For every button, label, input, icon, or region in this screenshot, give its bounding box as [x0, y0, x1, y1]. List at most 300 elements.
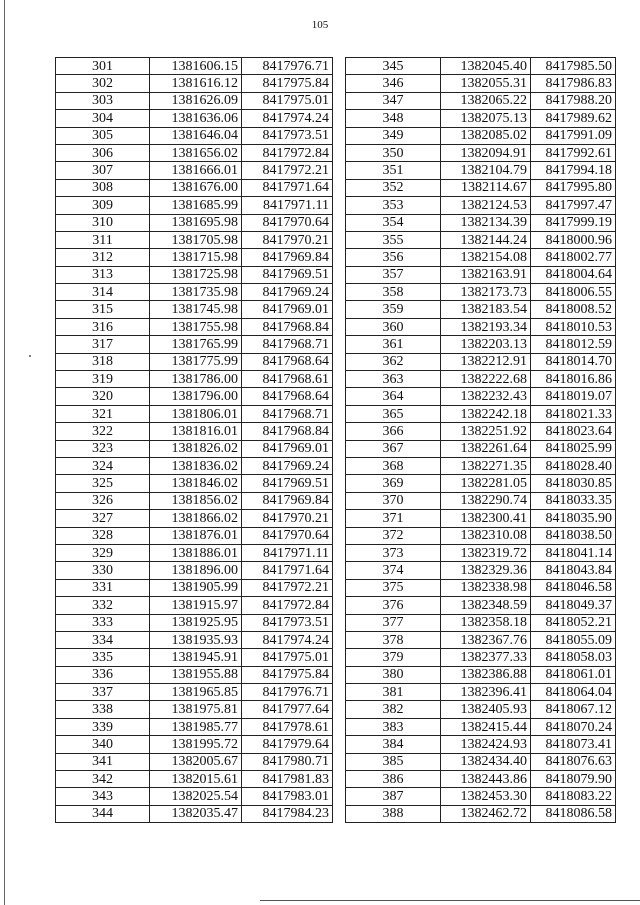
- x-coordinate-cell: 1381846.02: [150, 475, 242, 492]
- x-coordinate-cell: 1382367.76: [441, 631, 531, 648]
- point-number-cell: 386: [346, 771, 441, 788]
- y-coordinate-cell: 8418028.40: [531, 457, 616, 474]
- y-coordinate-cell: 8418012.59: [531, 336, 616, 353]
- table-row: [56, 179, 333, 196]
- table-row: [56, 266, 333, 283]
- y-coordinate-cell: 8417968.71: [242, 336, 333, 353]
- coordinates-table-left-body: [56, 58, 333, 823]
- coordinates-table-left: [55, 57, 333, 823]
- y-coordinate-cell: 8417969.24: [242, 284, 333, 301]
- y-coordinate-cell: 8417969.24: [242, 457, 333, 474]
- point-number-cell: 340: [56, 736, 150, 753]
- point-number-cell: 370: [346, 492, 441, 509]
- table-row: [56, 736, 333, 753]
- point-number-cell: 318: [56, 353, 150, 370]
- x-coordinate-cell: 1381646.04: [150, 127, 242, 144]
- y-coordinate-cell: 8417972.84: [242, 144, 333, 161]
- y-coordinate-cell: 8417985.50: [531, 58, 616, 75]
- point-number-cell: 311: [56, 231, 150, 248]
- table-row: [346, 179, 616, 196]
- x-coordinate-cell: 1381745.98: [150, 301, 242, 318]
- coordinates-table-right-body: [346, 58, 616, 823]
- point-number-cell: 373: [346, 544, 441, 561]
- x-coordinate-cell: 1382453.30: [441, 788, 531, 805]
- point-number-cell: 314: [56, 284, 150, 301]
- point-number-cell: 345: [346, 58, 441, 75]
- y-coordinate-cell: 8417969.01: [242, 301, 333, 318]
- table-row: [346, 684, 616, 701]
- x-coordinate-cell: 1382348.59: [441, 597, 531, 614]
- x-coordinate-cell: 1382338.98: [441, 579, 531, 596]
- y-coordinate-cell: 8417972.21: [242, 579, 333, 596]
- point-number-cell: 335: [56, 649, 150, 666]
- point-number-cell: 381: [346, 684, 441, 701]
- table-row: [346, 701, 616, 718]
- point-number-cell: 347: [346, 92, 441, 109]
- x-coordinate-cell: 1381626.09: [150, 92, 242, 109]
- margin-speck: [29, 355, 31, 357]
- x-coordinate-cell: 1381886.01: [150, 544, 242, 561]
- y-coordinate-cell: 8417994.18: [531, 162, 616, 179]
- x-coordinate-cell: 1382055.31: [441, 75, 531, 92]
- y-coordinate-cell: 8417971.11: [242, 197, 333, 214]
- x-coordinate-cell: 1382183.54: [441, 301, 531, 318]
- table-row: [56, 353, 333, 370]
- x-coordinate-cell: 1381975.81: [150, 701, 242, 718]
- x-coordinate-cell: 1381606.15: [150, 58, 242, 75]
- point-number-cell: 383: [346, 718, 441, 735]
- x-coordinate-cell: 1382065.22: [441, 92, 531, 109]
- page-number: 105: [311, 19, 329, 31]
- point-number-cell: 316: [56, 318, 150, 335]
- y-coordinate-cell: 8418055.09: [531, 631, 616, 648]
- x-coordinate-cell: 1382300.41: [441, 510, 531, 527]
- point-number-cell: 379: [346, 649, 441, 666]
- y-coordinate-cell: 8417986.83: [531, 75, 616, 92]
- point-number-cell: 348: [346, 110, 441, 127]
- table-row: [346, 249, 616, 266]
- y-coordinate-cell: 8418010.53: [531, 318, 616, 335]
- table-row: [56, 423, 333, 440]
- y-coordinate-cell: 8418076.63: [531, 753, 616, 770]
- table-row: [346, 266, 616, 283]
- point-number-cell: 302: [56, 75, 150, 92]
- x-coordinate-cell: 1381656.02: [150, 144, 242, 161]
- table-row: [56, 110, 333, 127]
- x-coordinate-cell: 1381695.98: [150, 214, 242, 231]
- point-number-cell: 307: [56, 162, 150, 179]
- x-coordinate-cell: 1382232.43: [441, 388, 531, 405]
- y-coordinate-cell: 8418021.33: [531, 405, 616, 422]
- y-coordinate-cell: 8417999.19: [531, 214, 616, 231]
- point-number-cell: 350: [346, 144, 441, 161]
- y-coordinate-cell: 8417974.24: [242, 110, 333, 127]
- point-number-cell: 365: [346, 405, 441, 422]
- table-row: [346, 805, 616, 822]
- point-number-cell: 353: [346, 197, 441, 214]
- point-number-cell: 346: [346, 75, 441, 92]
- x-coordinate-cell: 1382386.88: [441, 666, 531, 683]
- y-coordinate-cell: 8417968.84: [242, 318, 333, 335]
- point-number-cell: 357: [346, 266, 441, 283]
- table-row: [56, 544, 333, 561]
- table-row: [346, 631, 616, 648]
- y-coordinate-cell: 8417983.01: [242, 788, 333, 805]
- point-number-cell: 361: [346, 336, 441, 353]
- table-row: [56, 527, 333, 544]
- y-coordinate-cell: 8417969.84: [242, 492, 333, 509]
- x-coordinate-cell: 1381616.12: [150, 75, 242, 92]
- x-coordinate-cell: 1382085.02: [441, 127, 531, 144]
- point-number-cell: 367: [346, 440, 441, 457]
- table-row: [346, 162, 616, 179]
- point-number-cell: 362: [346, 353, 441, 370]
- y-coordinate-cell: 8417975.84: [242, 75, 333, 92]
- x-coordinate-cell: 1382415.44: [441, 718, 531, 735]
- y-coordinate-cell: 8417971.64: [242, 562, 333, 579]
- x-coordinate-cell: 1381876.01: [150, 527, 242, 544]
- table-row: [346, 336, 616, 353]
- point-number-cell: 317: [56, 336, 150, 353]
- y-coordinate-cell: 8418067.12: [531, 701, 616, 718]
- point-number-cell: 384: [346, 736, 441, 753]
- table-row: [346, 510, 616, 527]
- y-coordinate-cell: 8418038.50: [531, 527, 616, 544]
- point-number-cell: 368: [346, 457, 441, 474]
- point-number-cell: 356: [346, 249, 441, 266]
- point-number-cell: 339: [56, 718, 150, 735]
- y-coordinate-cell: 8417981.83: [242, 771, 333, 788]
- table-row: [346, 284, 616, 301]
- table-row: [346, 736, 616, 753]
- x-coordinate-cell: 1382173.73: [441, 284, 531, 301]
- table-row: [56, 249, 333, 266]
- table-row: [346, 318, 616, 335]
- y-coordinate-cell: 8417970.64: [242, 214, 333, 231]
- x-coordinate-cell: 1381715.98: [150, 249, 242, 266]
- y-coordinate-cell: 8418002.77: [531, 249, 616, 266]
- table-row: [346, 423, 616, 440]
- table-row: [56, 510, 333, 527]
- table-row: [56, 649, 333, 666]
- x-coordinate-cell: 1381905.99: [150, 579, 242, 596]
- point-number-cell: 306: [56, 144, 150, 161]
- y-coordinate-cell: 8417977.64: [242, 701, 333, 718]
- x-coordinate-cell: 1382015.61: [150, 771, 242, 788]
- table-row: [56, 579, 333, 596]
- x-coordinate-cell: 1382094.91: [441, 144, 531, 161]
- x-coordinate-cell: 1381666.01: [150, 162, 242, 179]
- table-row: [56, 684, 333, 701]
- y-coordinate-cell: 8417968.61: [242, 371, 333, 388]
- x-coordinate-cell: 1382271.35: [441, 457, 531, 474]
- x-coordinate-cell: 1382443.86: [441, 771, 531, 788]
- x-coordinate-cell: 1382193.34: [441, 318, 531, 335]
- point-number-cell: 363: [346, 371, 441, 388]
- x-coordinate-cell: 1382310.08: [441, 527, 531, 544]
- point-number-cell: 328: [56, 527, 150, 544]
- y-coordinate-cell: 8418004.64: [531, 266, 616, 283]
- table-row: [346, 353, 616, 370]
- x-coordinate-cell: 1381925.95: [150, 614, 242, 631]
- x-coordinate-cell: 1382261.64: [441, 440, 531, 457]
- y-coordinate-cell: 8417991.09: [531, 127, 616, 144]
- x-coordinate-cell: 1381676.00: [150, 179, 242, 196]
- x-coordinate-cell: 1382045.40: [441, 58, 531, 75]
- point-number-cell: 332: [56, 597, 150, 614]
- x-coordinate-cell: 1382144.24: [441, 231, 531, 248]
- y-coordinate-cell: 8418025.99: [531, 440, 616, 457]
- x-coordinate-cell: 1381685.99: [150, 197, 242, 214]
- point-number-cell: 330: [56, 562, 150, 579]
- point-number-cell: 358: [346, 284, 441, 301]
- point-number-cell: 327: [56, 510, 150, 527]
- y-coordinate-cell: 8417970.64: [242, 527, 333, 544]
- x-coordinate-cell: 1381636.06: [150, 110, 242, 127]
- point-number-cell: 325: [56, 475, 150, 492]
- table-row: [56, 631, 333, 648]
- y-coordinate-cell: 8417968.64: [242, 353, 333, 370]
- x-coordinate-cell: 1382281.05: [441, 475, 531, 492]
- x-coordinate-cell: 1382396.41: [441, 684, 531, 701]
- table-row: [56, 127, 333, 144]
- point-number-cell: 324: [56, 457, 150, 474]
- point-number-cell: 319: [56, 371, 150, 388]
- table-row: [346, 492, 616, 509]
- y-coordinate-cell: 8417989.62: [531, 110, 616, 127]
- table-row: [346, 405, 616, 422]
- y-coordinate-cell: 8417971.64: [242, 179, 333, 196]
- table-row: [346, 440, 616, 457]
- y-coordinate-cell: 8418030.85: [531, 475, 616, 492]
- y-coordinate-cell: 8417968.64: [242, 388, 333, 405]
- point-number-cell: 341: [56, 753, 150, 770]
- y-coordinate-cell: 8417969.51: [242, 475, 333, 492]
- y-coordinate-cell: 8417973.51: [242, 127, 333, 144]
- point-number-cell: 343: [56, 788, 150, 805]
- table-row: [56, 144, 333, 161]
- x-coordinate-cell: 1382242.18: [441, 405, 531, 422]
- x-coordinate-cell: 1382035.47: [150, 805, 242, 822]
- point-number-cell: 305: [56, 127, 150, 144]
- y-coordinate-cell: 8418041.14: [531, 544, 616, 561]
- point-number-cell: 366: [346, 423, 441, 440]
- table-row: [56, 666, 333, 683]
- point-number-cell: 329: [56, 544, 150, 561]
- x-coordinate-cell: 1382154.08: [441, 249, 531, 266]
- table-row: [56, 614, 333, 631]
- x-coordinate-cell: 1382424.93: [441, 736, 531, 753]
- y-coordinate-cell: 8418086.58: [531, 805, 616, 822]
- x-coordinate-cell: 1382104.79: [441, 162, 531, 179]
- x-coordinate-cell: 1381985.77: [150, 718, 242, 735]
- x-coordinate-cell: 1382134.39: [441, 214, 531, 231]
- point-number-cell: 355: [346, 231, 441, 248]
- x-coordinate-cell: 1382025.54: [150, 788, 242, 805]
- table-row: [346, 562, 616, 579]
- point-number-cell: 375: [346, 579, 441, 596]
- y-coordinate-cell: 8417969.84: [242, 249, 333, 266]
- table-row: [346, 614, 616, 631]
- point-number-cell: 387: [346, 788, 441, 805]
- y-coordinate-cell: 8418043.84: [531, 562, 616, 579]
- point-number-cell: 337: [56, 684, 150, 701]
- y-coordinate-cell: 8417975.01: [242, 649, 333, 666]
- y-coordinate-cell: 8417976.71: [242, 58, 333, 75]
- y-coordinate-cell: 8418035.90: [531, 510, 616, 527]
- point-number-cell: 336: [56, 666, 150, 683]
- point-number-cell: 359: [346, 301, 441, 318]
- table-row: [56, 231, 333, 248]
- table-row: [56, 492, 333, 509]
- point-number-cell: 331: [56, 579, 150, 596]
- x-coordinate-cell: 1381826.02: [150, 440, 242, 457]
- y-coordinate-cell: 8417972.84: [242, 597, 333, 614]
- table-row: [56, 457, 333, 474]
- table-row: [346, 301, 616, 318]
- y-coordinate-cell: 8418061.01: [531, 666, 616, 683]
- x-coordinate-cell: 1382075.13: [441, 110, 531, 127]
- x-coordinate-cell: 1382358.18: [441, 614, 531, 631]
- point-number-cell: 360: [346, 318, 441, 335]
- table-row: [56, 301, 333, 318]
- point-number-cell: 349: [346, 127, 441, 144]
- y-coordinate-cell: 8418064.04: [531, 684, 616, 701]
- x-coordinate-cell: 1381896.00: [150, 562, 242, 579]
- x-coordinate-cell: 1382222.68: [441, 371, 531, 388]
- x-coordinate-cell: 1382462.72: [441, 805, 531, 822]
- point-number-cell: 369: [346, 475, 441, 492]
- table-row: [56, 771, 333, 788]
- x-coordinate-cell: 1382290.74: [441, 492, 531, 509]
- table-row: [56, 701, 333, 718]
- scan-left-edge: [4, 0, 5, 905]
- point-number-cell: 315: [56, 301, 150, 318]
- point-number-cell: 344: [56, 805, 150, 822]
- table-row: [56, 371, 333, 388]
- y-coordinate-cell: 8417976.71: [242, 684, 333, 701]
- table-row: [346, 75, 616, 92]
- x-coordinate-cell: 1381725.98: [150, 266, 242, 283]
- y-coordinate-cell: 8418019.07: [531, 388, 616, 405]
- table-row: [346, 197, 616, 214]
- point-number-cell: 382: [346, 701, 441, 718]
- table-row: [346, 544, 616, 561]
- table-row: [56, 318, 333, 335]
- table-row: [346, 597, 616, 614]
- y-coordinate-cell: 8417974.24: [242, 631, 333, 648]
- table-row: [56, 753, 333, 770]
- table-row: [346, 92, 616, 109]
- point-number-cell: 377: [346, 614, 441, 631]
- x-coordinate-cell: 1382124.53: [441, 197, 531, 214]
- y-coordinate-cell: 8418023.64: [531, 423, 616, 440]
- table-row: [346, 371, 616, 388]
- table-row: [56, 475, 333, 492]
- y-coordinate-cell: 8417968.71: [242, 405, 333, 422]
- x-coordinate-cell: 1381955.88: [150, 666, 242, 683]
- table-row: [346, 457, 616, 474]
- y-coordinate-cell: 8418016.86: [531, 371, 616, 388]
- point-number-cell: 338: [56, 701, 150, 718]
- table-row: [56, 214, 333, 231]
- point-number-cell: 342: [56, 771, 150, 788]
- x-coordinate-cell: 1381945.91: [150, 649, 242, 666]
- y-coordinate-cell: 8417973.51: [242, 614, 333, 631]
- y-coordinate-cell: 8418079.90: [531, 771, 616, 788]
- x-coordinate-cell: 1381786.00: [150, 371, 242, 388]
- x-coordinate-cell: 1381866.02: [150, 510, 242, 527]
- table-row: [56, 440, 333, 457]
- x-coordinate-cell: 1382212.91: [441, 353, 531, 370]
- y-coordinate-cell: 8418073.41: [531, 736, 616, 753]
- point-number-cell: 309: [56, 197, 150, 214]
- x-coordinate-cell: 1381755.98: [150, 318, 242, 335]
- x-coordinate-cell: 1381816.01: [150, 423, 242, 440]
- y-coordinate-cell: 8417968.84: [242, 423, 333, 440]
- x-coordinate-cell: 1381836.02: [150, 457, 242, 474]
- y-coordinate-cell: 8418083.22: [531, 788, 616, 805]
- x-coordinate-cell: 1382319.72: [441, 544, 531, 561]
- x-coordinate-cell: 1381796.00: [150, 388, 242, 405]
- y-coordinate-cell: 8418000.96: [531, 231, 616, 248]
- table-row: [346, 475, 616, 492]
- table-row: [56, 162, 333, 179]
- y-coordinate-cell: 8417969.01: [242, 440, 333, 457]
- table-row: [346, 527, 616, 544]
- table-row: [56, 284, 333, 301]
- y-coordinate-cell: 8418006.55: [531, 284, 616, 301]
- table-row: [346, 649, 616, 666]
- table-row: [346, 666, 616, 683]
- point-number-cell: 385: [346, 753, 441, 770]
- y-coordinate-cell: 8417970.21: [242, 510, 333, 527]
- point-number-cell: 326: [56, 492, 150, 509]
- table-row: [56, 718, 333, 735]
- x-coordinate-cell: 1382163.91: [441, 266, 531, 283]
- point-number-cell: 333: [56, 614, 150, 631]
- table-row: [346, 718, 616, 735]
- point-number-cell: 378: [346, 631, 441, 648]
- y-coordinate-cell: 8418070.24: [531, 718, 616, 735]
- table-row: [56, 562, 333, 579]
- table-row: [56, 805, 333, 822]
- x-coordinate-cell: 1382377.33: [441, 649, 531, 666]
- table-row: [346, 388, 616, 405]
- y-coordinate-cell: 8417975.01: [242, 92, 333, 109]
- x-coordinate-cell: 1382114.67: [441, 179, 531, 196]
- point-number-cell: 352: [346, 179, 441, 196]
- table-row: [346, 788, 616, 805]
- table-row: [346, 753, 616, 770]
- y-coordinate-cell: 8417978.61: [242, 718, 333, 735]
- point-number-cell: 322: [56, 423, 150, 440]
- table-row: [56, 405, 333, 422]
- y-coordinate-cell: 8417988.20: [531, 92, 616, 109]
- point-number-cell: 376: [346, 597, 441, 614]
- point-number-cell: 308: [56, 179, 150, 196]
- y-coordinate-cell: 8417975.84: [242, 666, 333, 683]
- x-coordinate-cell: 1381995.72: [150, 736, 242, 753]
- table-row: [56, 788, 333, 805]
- y-coordinate-cell: 8417984.23: [242, 805, 333, 822]
- x-coordinate-cell: 1382434.40: [441, 753, 531, 770]
- table-row: [56, 75, 333, 92]
- table-row: [56, 597, 333, 614]
- table-row: [346, 110, 616, 127]
- x-coordinate-cell: 1381765.99: [150, 336, 242, 353]
- point-number-cell: 304: [56, 110, 150, 127]
